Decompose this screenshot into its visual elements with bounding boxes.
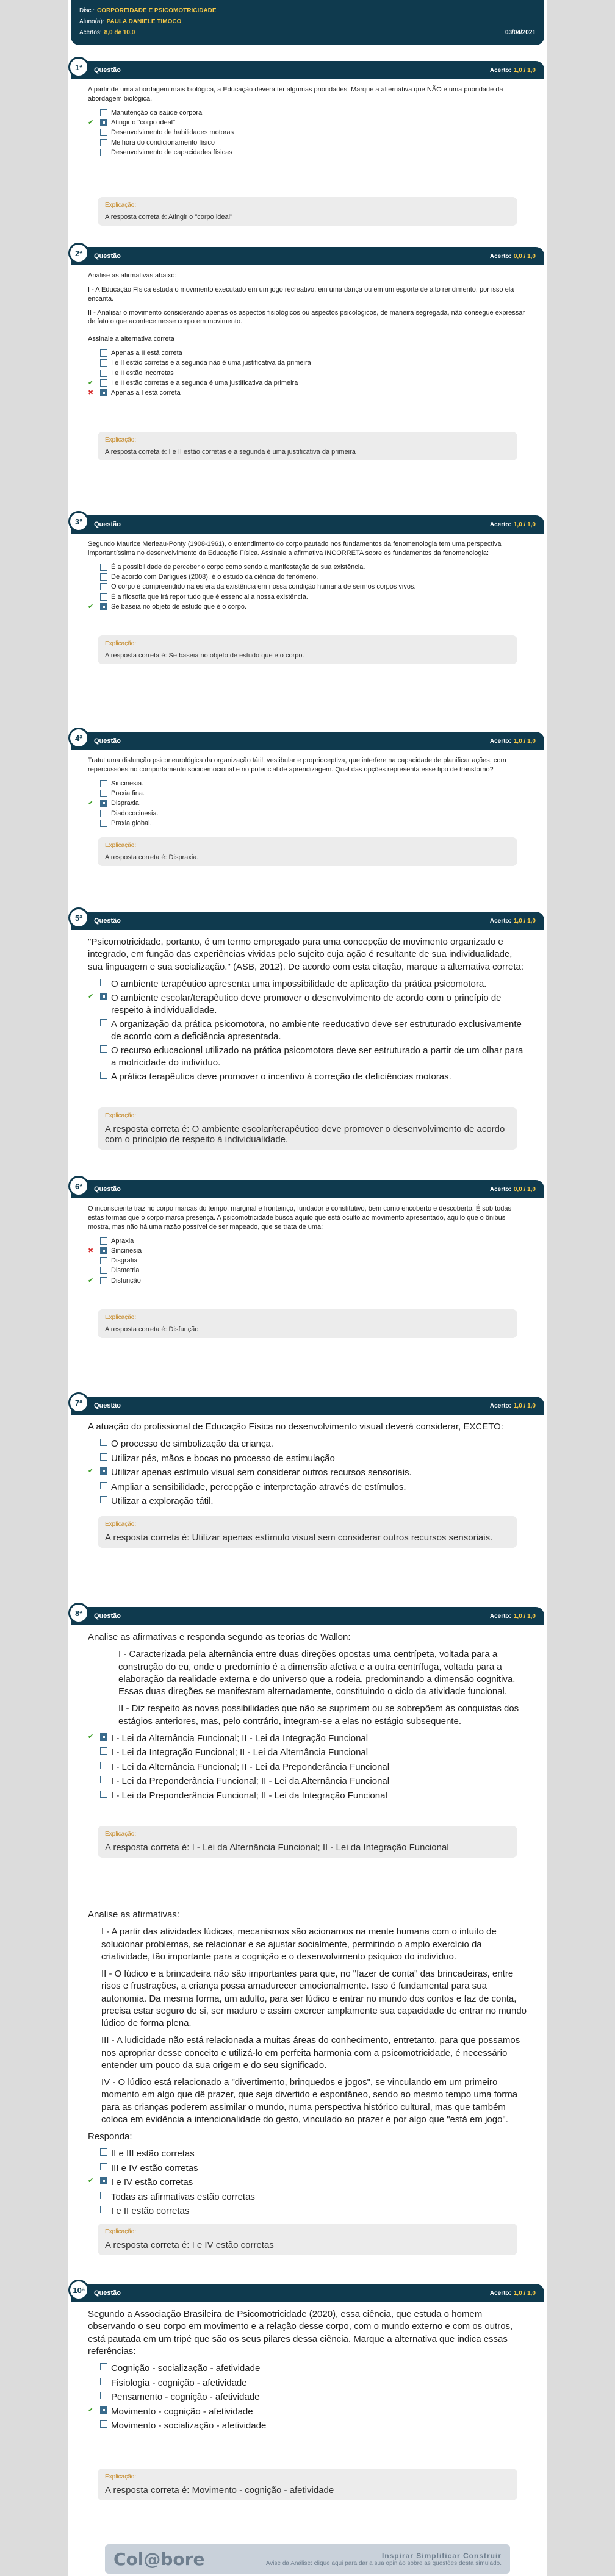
- option[interactable]: Disgrafia: [88, 1256, 527, 1265]
- option-checkbox[interactable]: [100, 1467, 107, 1475]
- student-label: Aluno(a):: [79, 18, 104, 25]
- option-checkbox[interactable]: [100, 993, 107, 1000]
- option-checkbox[interactable]: [100, 2363, 107, 2370]
- option-correct[interactable]: ✔ I e II estão corretas e a segunda é uma justificativa da primeira: [88, 379, 298, 387]
- explanation-box: Explicação: A resposta correta é: I - Lei da Alternância Funcional; II - Lei da Integração Funcional: [98, 1826, 517, 1858]
- option[interactable]: I - Lei da Integração Funcional; II - Lei da Alternância Funcional: [88, 1747, 527, 1759]
- question-stem: A atuação do profissional de Educação Física no desenvolvimento visual deverá considerar, EXCETO:: [88, 1422, 503, 1432]
- question-stem: "Psicomotricidade, portanto, é um termo empregado para uma concepção de movimento organizado e integrado, em função das experiências vividas pelo sujeito cuja ação é resultante de sua individualidade, sua linguagem e sua socialização." (ASB, 2012). De acordo com esta citação, marque a alternativa correta:: [88, 937, 524, 972]
- option-checkbox[interactable]: [100, 1072, 107, 1079]
- disc-label: Disc.:: [79, 7, 95, 14]
- option[interactable]: I - Lei da Preponderância Funcional; II - Lei da Integração Funcional: [88, 1790, 527, 1802]
- question-number: 1ª: [68, 57, 89, 77]
- options-list: [88, 2148, 527, 2217]
- question-card: [71, 2284, 544, 2506]
- option[interactable]: I e II estão corretas: [88, 2205, 527, 2217]
- option[interactable]: Movimento - socialização - afetividade: [88, 2420, 527, 2432]
- option[interactable]: I e II estão corretas e a segunda não é uma justificativa da primeira: [88, 359, 527, 367]
- exam-page: [68, 0, 547, 2576]
- option-selected[interactable]: ✔ I - Lei da Alternância Funcional; II - Lei da Integração Funcional: [88, 1733, 369, 1744]
- option-checkbox[interactable]: [100, 359, 107, 367]
- option-checkbox[interactable]: [100, 790, 107, 797]
- question-number: 6ª: [68, 1176, 89, 1197]
- option-checkbox[interactable]: [100, 1257, 107, 1264]
- option-checkbox[interactable]: [100, 2163, 107, 2170]
- question-score: Acerto: 1,0 / 1,0: [489, 521, 536, 528]
- question-score: Acerto: 1,0 / 1,0: [489, 1612, 536, 1620]
- question-card: [71, 1607, 544, 1864]
- option-checkbox[interactable]: [100, 370, 107, 377]
- question-stem: Analise as afirmativas abaixo: I - A Educação Física estuda o movimento executado em um jogo recreativo, em uma dança ou em um esporte de alto rendimento, por isso ela encanta. II - Analisar o movimento considerando apenas os aspectos fisiológicos ou aspectos psicológicos, de maneira segregada, não consegue expressar de fato o que acontece nesse corpo em movimento. Assinale a alternativa correta: [88, 272, 525, 343]
- question-stem: Segundo Maurice Merleau-Ponty (1908-1961), o entendimento do corpo pautado nos fundamentos da fenomenologia tem uma perspectiva importantíssima no desenvolvimento da Educação Física. Assinale a afirmativa INCORRETA sobre os fundamentos da fenomenologia:: [88, 540, 502, 557]
- question-score: Acerto: 1,0 / 1,0: [489, 2289, 536, 2297]
- option[interactable]: Manutenção da saúde corporal: [88, 109, 527, 117]
- correct-check-icon: ✔: [88, 1276, 94, 1284]
- option-checkbox[interactable]: [100, 1237, 107, 1245]
- option[interactable]: O recurso educacional utilizado na prática psicomotora deve ser estruturado a partir de um olhar para a motricidade do indivíduo.: [88, 1045, 527, 1068]
- option-checkbox[interactable]: [100, 1267, 107, 1274]
- question-card: [71, 732, 544, 872]
- question-stem: Analise as afirmativas: I - A partir das atividades lúdicas, mecanismos são acionamos na mente humana com o intuito de solucionar problemas, se relacionar e se ajustar socialmente, permitindo o amplo exercício da criatividade, tão importante para a cognição e o desenvolvimento psíquico do indivíduo. II - O lúdico e a brincadeira não são importantes para que, no "fazer de conta" das brincadeiras, entre risos e frustrações, a criança possa amadurecer emocionalmente. Isso é fundamental para sua autonomia. Da mesma forma, um adulto, para ser lúdico e entrar no mundo dos contos e faz de conta, precisa estar seguro de si, ser maduro e assim exercer amplamente sua capacidade de entrar no mundo lúdico de forma plena. III - A ludicidade não está relacionada a muitas áreas do conhecimento, entretanto, para que possamos nos apropriar desse conceito e utilizá-lo em perfeita harmonia com a psicomotricidade, é necessário entender um pouco da sua origem e do seu significado. IV - O lúdico está relacionado a "divertimento, brinquedos e jogos", se vinculando em um primeiro momento em algo que dê prazer, que seja divertido e espontâneo, sendo ao mesmo tempo uma forma para as crianças poderem assimilar o mundo, numa perspectiva histórico cultural, mas que também coloca em evidência a intencionalidade do gesto, vinculado ao prazer e por algo que "está em jogo". Responda:: [88, 1909, 527, 2142]
- explanation-box: Explicação: A resposta correta é: O ambiente escolar/terapêutico deve promover o desenvolvimento de acordo com o princípio de respeito à individualidade.: [98, 1107, 517, 1150]
- option-checkbox[interactable]: [100, 1019, 107, 1026]
- option[interactable]: I - Lei da Preponderância Funcional; II - Lei da Alternância Funcional: [88, 1775, 527, 1787]
- question-stem: Analise as afirmativas e responda segundo as teorias de Wallon: I - Caracterizada pela alternância entre duas direções opostas uma centrípeta, voltada para a construção do eu, onde o predomínio é a dimensão afetiva e a outra centrífuga, voltada para a elaboração da realidade externa e do universo que a rodeia, predominando a dimensão cognitiva. Essas duas direções se manifestam alternadamente, constituindo o ciclo da atividade funcional. II - Diz respeito às novas possibilidades que não se suprimem ou se sobrepõem às conquistas dos estágios anteriores, mas, pelo contrário, integram-se a elas no estágio subsequente.: [88, 1632, 519, 1726]
- question-label: Questão: [94, 2289, 121, 2297]
- option[interactable]: Desenvolvimento de habilidades motoras: [88, 128, 527, 137]
- option-checkbox[interactable]: [100, 800, 107, 807]
- exam-header: [71, 0, 544, 45]
- option[interactable]: O ambiente terapêutico apresenta uma impossibilidade de aplicação da prática psicomotora.: [88, 978, 527, 990]
- option[interactable]: Praxia fina.: [88, 789, 527, 798]
- wrong-x-icon: ✖: [88, 1247, 94, 1254]
- correct-check-icon: ✔: [88, 2406, 94, 2414]
- option[interactable]: O corpo é compreendido na esfera da existência em nossa condição humana de sermos corpos vivos.: [88, 582, 527, 591]
- exam-date: 03/04/2021: [505, 29, 536, 36]
- option[interactable]: Apenas a II está correta: [88, 349, 527, 357]
- options-list: [88, 1438, 527, 1508]
- question-label: Questão: [94, 521, 121, 528]
- question-number: 8ª: [68, 1603, 89, 1623]
- question-card: [71, 1903, 544, 2261]
- question-number: 4ª: [68, 728, 89, 748]
- explanation-box: Explicação: A resposta correta é: I e II estão corretas e a segunda é uma justificativa da primeira: [98, 432, 517, 460]
- option-checkbox[interactable]: [100, 1453, 107, 1461]
- option-checkbox[interactable]: [100, 780, 107, 787]
- question-label: Questão: [94, 1612, 121, 1620]
- option-checkbox[interactable]: [100, 593, 107, 601]
- question-score: Acerto: 1,0 / 1,0: [489, 66, 536, 74]
- option-checkbox[interactable]: [100, 389, 107, 396]
- question-header: [71, 515, 544, 534]
- question-score: Acerto: 1,0 / 1,0: [489, 737, 536, 745]
- option-checkbox[interactable]: [100, 1247, 107, 1254]
- question-card: [71, 1397, 544, 1554]
- option-checkbox[interactable]: [100, 1045, 107, 1053]
- question-number: 5ª: [68, 907, 89, 928]
- correct-check-icon: ✔: [88, 1733, 94, 1741]
- option-checkbox[interactable]: [100, 810, 107, 817]
- option[interactable]: Fisiologia - cognição - afetividade: [88, 2377, 527, 2389]
- question-label: Questão: [94, 252, 121, 260]
- question-score: Acerto: 1,0 / 1,0: [489, 917, 536, 925]
- option-checkbox[interactable]: [100, 2192, 107, 2199]
- question-header: [71, 1397, 544, 1415]
- option[interactable]: Diadococinesia.: [88, 809, 527, 818]
- question-label: Questão: [94, 917, 121, 925]
- question-header: [71, 247, 544, 265]
- option-checkbox[interactable]: [100, 2392, 107, 2399]
- option-checkbox[interactable]: [100, 1277, 107, 1284]
- option-selected[interactable]: ✔ O ambiente escolar/terapêutico deve promover o desenvolvimento de acordo com o princípio de respeito à individualidade.: [88, 993, 502, 1015]
- explanation-box: Explicação: A resposta correta é: I e IV estão corretas: [98, 2224, 517, 2255]
- wrong-x-icon: ✖: [88, 389, 94, 397]
- option-checkbox[interactable]: [100, 979, 107, 986]
- option[interactable]: Apraxia: [88, 1237, 527, 1245]
- question-label: Questão: [94, 1402, 121, 1409]
- option[interactable]: Utilizar a exploração tátil.: [88, 1495, 527, 1508]
- option-checkbox[interactable]: [100, 2148, 107, 2156]
- question-header: [71, 2284, 544, 2302]
- option-checkbox[interactable]: [100, 119, 107, 126]
- option-checkbox[interactable]: [100, 1747, 107, 1755]
- question-label: Questão: [94, 1186, 121, 1193]
- correct-check-icon: ✔: [88, 993, 94, 1001]
- option[interactable]: A organização da prática psicomotora, no ambiente reeducativo deve ser estruturado exclusivamente de acordo com a deficiência apresentada.: [88, 1018, 527, 1042]
- option-checkbox[interactable]: [100, 583, 107, 590]
- question-label: Questão: [94, 66, 121, 74]
- options-list: [88, 1237, 527, 1285]
- correct-check-icon: ✔: [88, 2177, 94, 2185]
- option[interactable]: Dismetria: [88, 1266, 527, 1275]
- question-card: [71, 912, 544, 1156]
- option-checkbox[interactable]: [100, 129, 107, 136]
- option[interactable]: Sincinesia.: [88, 779, 527, 788]
- options-list: [88, 563, 527, 611]
- option-selected[interactable]: ✔ Movimento - cognição - afetividade: [88, 2406, 253, 2417]
- option-selected[interactable]: ✔ Se baseia no objeto de estudo que é o corpo.: [88, 603, 247, 610]
- option-checkbox[interactable]: [100, 603, 107, 610]
- option-checkbox[interactable]: [100, 109, 107, 116]
- option[interactable]: Melhora do condicionamento físico: [88, 138, 527, 147]
- option[interactable]: II e III estão corretas: [88, 2148, 527, 2160]
- question-header: [71, 912, 544, 930]
- option[interactable]: Ampliar a sensibilidade, percepção e interpretação através de estímulos.: [88, 1481, 527, 1494]
- option[interactable]: O processo de simbolização da criança.: [88, 1438, 527, 1450]
- correct-check-icon: ✔: [88, 800, 94, 807]
- option-checkbox[interactable]: [100, 2177, 107, 2184]
- option-checkbox[interactable]: [100, 149, 107, 156]
- option[interactable]: III e IV estão corretas: [88, 2163, 527, 2175]
- explanation-box: Explicação: A resposta correta é: Movimento - cognição - afetividade: [98, 2469, 517, 2500]
- option-selected[interactable]: ✔ I e IV estão corretas: [88, 2177, 193, 2188]
- option-checkbox[interactable]: [100, 139, 107, 146]
- option[interactable]: Cognição - socialização - afetividade: [88, 2363, 527, 2375]
- option-checkbox[interactable]: [100, 1791, 107, 1798]
- question-number: 10ª: [68, 2280, 89, 2300]
- option-checkbox[interactable]: [100, 1762, 107, 1769]
- option-checkbox[interactable]: [100, 2206, 107, 2213]
- options-list: [88, 978, 527, 1083]
- question-number: 7ª: [68, 1392, 89, 1413]
- option-checkbox[interactable]: [100, 379, 107, 387]
- option-checkbox[interactable]: [100, 2420, 107, 2428]
- correct-check-icon: ✔: [88, 118, 94, 126]
- option-selected-wrong[interactable]: ✖ Apenas a I está correta: [88, 389, 181, 397]
- option[interactable]: Todas as afirmativas estão corretas: [88, 2191, 527, 2203]
- explanation-box: Explicação: A resposta correta é: Se baseia no objeto de estudo que é o corpo.: [98, 635, 517, 664]
- option[interactable]: É a filosofia que irá repor tudo que é essencial a nossa existência.: [88, 593, 527, 601]
- question-score: Acerto: 1,0 / 1,0: [489, 1402, 536, 1409]
- options-list: [88, 2363, 527, 2432]
- option-checkbox[interactable]: [100, 820, 107, 827]
- question-header: [71, 732, 544, 750]
- question-stem: O inconsciente traz no corpo marcas do tempo, marginal e fronteiriço, fundador e constitutivo, bem como encoberto e descoberto. É sob todas estas formas que o corpo marca presença. A psicomotricidade busca aquilo que está oculto ao movimento apresentado, aquilo que o ônibus mostra, mas não há uma razão possível de ser mapeado, que se trata de uma:: [88, 1205, 511, 1231]
- option-checkbox[interactable]: [100, 1482, 107, 1489]
- question-score: Acerto: 0,0 / 1,0: [489, 252, 536, 260]
- option-selected[interactable]: ✔ Atingir o "corpo ideal": [88, 118, 176, 126]
- options-list: [88, 349, 527, 397]
- option-checkbox[interactable]: [100, 573, 107, 581]
- correct-check-icon: ✔: [88, 1467, 94, 1475]
- option-checkbox[interactable]: [100, 1776, 107, 1783]
- options-list: [88, 779, 527, 828]
- option[interactable]: A prática terapêutica deve promover o incentivo à correção de deficiências motoras.: [88, 1071, 527, 1083]
- option-checkbox[interactable]: [100, 2406, 107, 2414]
- question-number: 3ª: [68, 511, 89, 532]
- question-number: 2ª: [68, 243, 89, 263]
- option-selected[interactable]: ✔ Dispraxia.: [88, 800, 141, 807]
- question-card: [71, 247, 544, 467]
- option-selected[interactable]: ✔ Utilizar apenas estímulo visual sem considerar outros recursos sensoriais.: [88, 1467, 412, 1478]
- explanation-box: Explicação: A resposta correta é: Disfunção: [98, 1309, 517, 1338]
- question-header: [71, 61, 544, 79]
- question-card: [71, 515, 544, 670]
- question-card: [71, 1180, 544, 1344]
- discipline-name: CORPOREIDADE E PSICOMOTRICIDADE: [97, 7, 217, 14]
- option-checkbox[interactable]: [100, 349, 107, 357]
- question-score: Acerto: 0,0 / 1,0: [489, 1186, 536, 1193]
- question-header: [71, 1607, 544, 1625]
- score-label: Acertos:: [79, 29, 102, 36]
- question-card: [71, 61, 544, 232]
- option[interactable]: I - Lei da Alternância Funcional; II - Lei da Preponderância Funcional: [88, 1761, 527, 1773]
- option[interactable]: Desenvolvimento de capacidades físicas: [88, 148, 527, 157]
- option[interactable]: É a possibilidade de perceber o corpo como sendo a manifestação de sua existência.: [88, 563, 527, 571]
- option-checkbox[interactable]: [100, 2378, 107, 2385]
- question-stem: A partir de uma abordagem mais biológica, a Educação deverá ter algumas prioridades. Marque a alternativa que NÃO é uma prioridade da abordagem biológica.: [88, 86, 503, 102]
- options-list: [88, 109, 527, 157]
- explanation-box: Explicação: A resposta correta é: Atingir o "corpo ideal": [98, 197, 517, 226]
- footer-slogan: Inspirar Simplificar Construir Avise da Análise: clique aqui para dar a sua opinião sobre as questões desta simulado.: [265, 2551, 502, 2567]
- total-score: 8,0 de 10,0: [104, 29, 135, 36]
- explanation-box: Explicação: A resposta correta é: Dispraxia.: [98, 837, 517, 866]
- options-list: [88, 1733, 527, 1802]
- explanation-box: Explicação: A resposta correta é: Utilizar apenas estímulo visual sem considerar outros recursos sensoriais.: [98, 1516, 517, 1548]
- option[interactable]: Praxia global.: [88, 819, 527, 828]
- option[interactable]: I e II estão incorretas: [88, 369, 527, 377]
- question-label: Questão: [94, 737, 121, 745]
- option-checkbox[interactable]: [100, 1496, 107, 1503]
- question-stem: Segundo a Associação Brasileira de Psicomotricidade (2020), essa ciência, que estuda o homem observando o seu corpo em movimento e a relação desse corpo, com o mundo externo e com os outros, está pautada em um tripé que são os seus pilares dessa ciência. Marque a alternativa que indica essas referências:: [88, 2309, 513, 2356]
- option-correct[interactable]: ✔ Disfunção: [88, 1276, 141, 1284]
- option[interactable]: Pensamento - cognição - afetividade: [88, 2391, 527, 2403]
- option[interactable]: Utilizar pés, mãos e bocas no processo de estimulação: [88, 1453, 527, 1465]
- option-checkbox[interactable]: [100, 564, 107, 571]
- option-checkbox[interactable]: [100, 1733, 107, 1741]
- student-name: PAULA DANIELE TIMOCO: [106, 18, 182, 25]
- question-stem: Tratut uma disfunção psiconeurológica da organização tátil, vestibular e proprioceptiva, que interfere na capacidade de planificar ações, com repercussões no comportamento socioemocional e no potencial de aprendizagem. Qual das opções representa esse tipo de transtorno?: [88, 757, 506, 773]
- option-checkbox[interactable]: [100, 1439, 107, 1446]
- correct-check-icon: ✔: [88, 379, 94, 387]
- option-selected-wrong[interactable]: ✖ Sincinesia: [88, 1247, 142, 1254]
- footer-banner[interactable]: [105, 2544, 510, 2574]
- correct-check-icon: ✔: [88, 603, 94, 610]
- question-header: [71, 1180, 544, 1198]
- colabore-logo: Col@bore: [113, 2549, 205, 2569]
- option[interactable]: De acordo com Darligues (2008), é o estudo da ciência do fenômeno.: [88, 573, 527, 581]
